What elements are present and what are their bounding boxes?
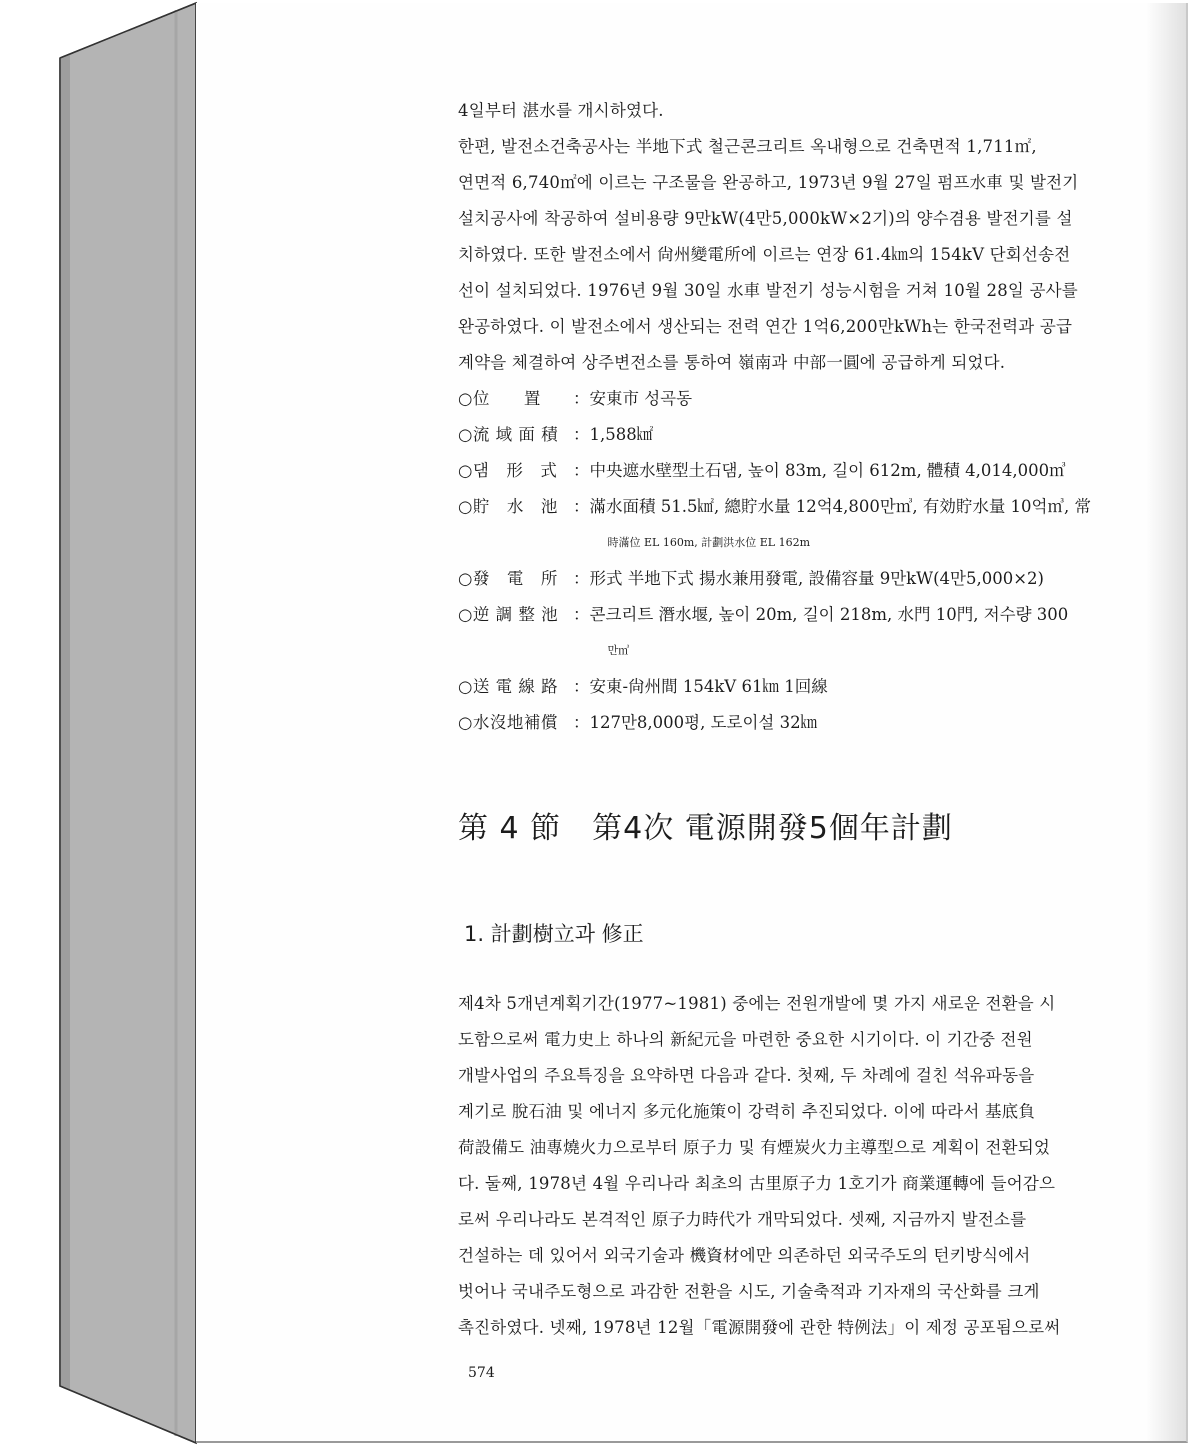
text-line: 한편, 발전소건축공사는 半地下式 철근콘크리트 옥내형으로 건축면적 1,711㎡, bbox=[458, 137, 1037, 156]
spec-value: 中央遮水壁型土石댐, 높이 83m, 길이 612m, 體積 4,014,000㎥ bbox=[589, 461, 1066, 480]
spec-label: ○流 域 面 積 bbox=[458, 425, 559, 444]
spec-item bbox=[458, 561, 1122, 597]
spec-separator: ： bbox=[573, 713, 590, 732]
spec-label: ○水沒地補償 bbox=[458, 713, 558, 732]
spec-value: 形式 半地下式 揚水兼用發電, 設備容量 9만kW(4만5,000×2) bbox=[589, 569, 1044, 588]
page-number: 574 bbox=[468, 1365, 495, 1381]
spec-separator: ： bbox=[573, 569, 590, 588]
text-line: 설치공사에 착공하여 설비용량 9만kW(4만5,000kW×2기)의 양수겸용 발전기를 설 bbox=[458, 209, 1073, 228]
page-edge-shadow bbox=[1146, 3, 1186, 1441]
text-line: 제4차 5개년계획기간(1977~1981) 중에는 전원개발에 몇 가지 새로운 전환을 시 bbox=[458, 994, 1056, 1013]
spec-separator: ： bbox=[573, 389, 590, 408]
text-line: 완공하였다. 이 발전소에서 생산되는 전력 연간 1억6,200만kWh는 한국전력과 공급 bbox=[458, 317, 1073, 336]
spec-list bbox=[458, 381, 1122, 741]
spec-item bbox=[458, 453, 1122, 489]
text-line: 4일부터 湛水를 개시하였다. bbox=[458, 101, 664, 120]
spec-value: 콘크리트 潛水堰, 높이 20m, 길이 218m, 水門 10門, 저수량 300 bbox=[589, 605, 1069, 624]
paragraph-block-2 bbox=[458, 986, 1122, 1346]
spec-value: 滿水面積 51.5㎢, 總貯水量 12억4,800만㎥, 有効貯水量 10억㎥, 常 bbox=[589, 497, 1091, 516]
text-line: 치하였다. 또한 발전소에서 尙州變電所에 이르는 연장 61.4㎞의 154kV 단회선송전 bbox=[458, 245, 1071, 264]
spec-separator: ： bbox=[573, 461, 590, 480]
spec-item bbox=[458, 381, 1122, 417]
spec-separator: ： bbox=[573, 497, 590, 516]
spec-value-continuation: 만㎥ bbox=[607, 644, 630, 657]
spec-item bbox=[458, 417, 1122, 453]
spec-label: ○貯 水 池 bbox=[458, 497, 558, 516]
spec-item bbox=[458, 489, 1122, 561]
text-line: 벗어나 국내주도형으로 과감한 전환을 시도, 기술축적과 기자재의 국산화를 크게 bbox=[458, 1282, 1040, 1301]
text-line: 계약을 체결하여 상주변전소를 통하여 嶺南과 中部一圓에 공급하게 되었다. bbox=[458, 353, 1006, 372]
text-line: 연면적 6,740㎡에 이르는 구조물을 완공하고, 1973년 9월 27일 펌프水車 및 발전기 bbox=[458, 173, 1079, 192]
text-line: 다. 둘째, 1978년 4월 우리나라 최초의 古里原子力 1호기가 商業運轉에 들어감으 bbox=[458, 1174, 1056, 1193]
document-page bbox=[196, 3, 1188, 1443]
spec-label: ○送 電 線 路 bbox=[458, 677, 559, 696]
spec-label: ○逆 調 整 池 bbox=[458, 605, 559, 624]
spec-value-continuation: 時滿位 EL 160m, 計劃洪水位 EL 162m bbox=[607, 536, 811, 549]
spec-item bbox=[458, 597, 1122, 669]
spec-separator: ： bbox=[573, 677, 590, 696]
text-line: 선이 설치되었다. 1976년 9월 30일 水車 발전기 성능시험을 거쳐 10월 28일 공사를 bbox=[458, 281, 1078, 300]
spec-separator: ： bbox=[573, 425, 590, 444]
subsection-heading: 1. 計劃樹立과 修正 bbox=[464, 922, 644, 946]
section-heading: 第 4 節 第4次 電源開發5個年計劃 bbox=[458, 811, 953, 846]
spec-value: 1,588㎢ bbox=[589, 425, 654, 444]
text-line: 계기로 脫石油 및 에너지 多元化施策이 강력히 추진되었다. 이에 따라서 基底負 bbox=[458, 1102, 1036, 1121]
book-spine-illustration bbox=[0, 0, 200, 1446]
spec-label: ○댐 形 式 bbox=[458, 461, 558, 480]
text-line: 도함으로써 電力史上 하나의 新紀元을 마련한 중요한 시기이다. 이 기간중 전원 bbox=[458, 1030, 1033, 1049]
text-line: 로써 우리나라도 본격적인 原子力時代가 개막되었다. 셋째, 지금까지 발전소를 bbox=[458, 1210, 1027, 1229]
spec-value: 安東市 성곡동 bbox=[589, 389, 693, 408]
text-line: 개발사업의 주요특징을 요약하면 다음과 같다. 첫째, 두 차례에 걸친 석유파동을 bbox=[458, 1066, 1035, 1085]
spec-item bbox=[458, 669, 1122, 705]
text-line: 荷設備도 油專燒火力으로부터 原子力 및 有煙炭火力主導型으로 계획이 전환되었 bbox=[458, 1138, 1051, 1157]
spec-label: ○發 電 所 bbox=[458, 569, 558, 588]
paragraph-block-1 bbox=[458, 93, 1122, 741]
text-line: 촉진하였다. 넷째, 1978년 12월「電源開發에 관한 特例法」이 제정 공포됨으로써 bbox=[458, 1318, 1061, 1337]
spec-separator: ： bbox=[573, 605, 590, 624]
spec-item bbox=[458, 705, 1122, 741]
spec-value: 安東-尙州間 154kV 61㎞ 1回線 bbox=[589, 677, 828, 696]
text-line: 건설하는 데 있어서 외국기술과 機資材에만 의존하던 외국주도의 턴키방식에서 bbox=[458, 1246, 1031, 1265]
spec-value: 127만8,000평, 도로이설 32㎞ bbox=[589, 713, 818, 732]
spec-label: ○位 置 bbox=[458, 389, 541, 408]
